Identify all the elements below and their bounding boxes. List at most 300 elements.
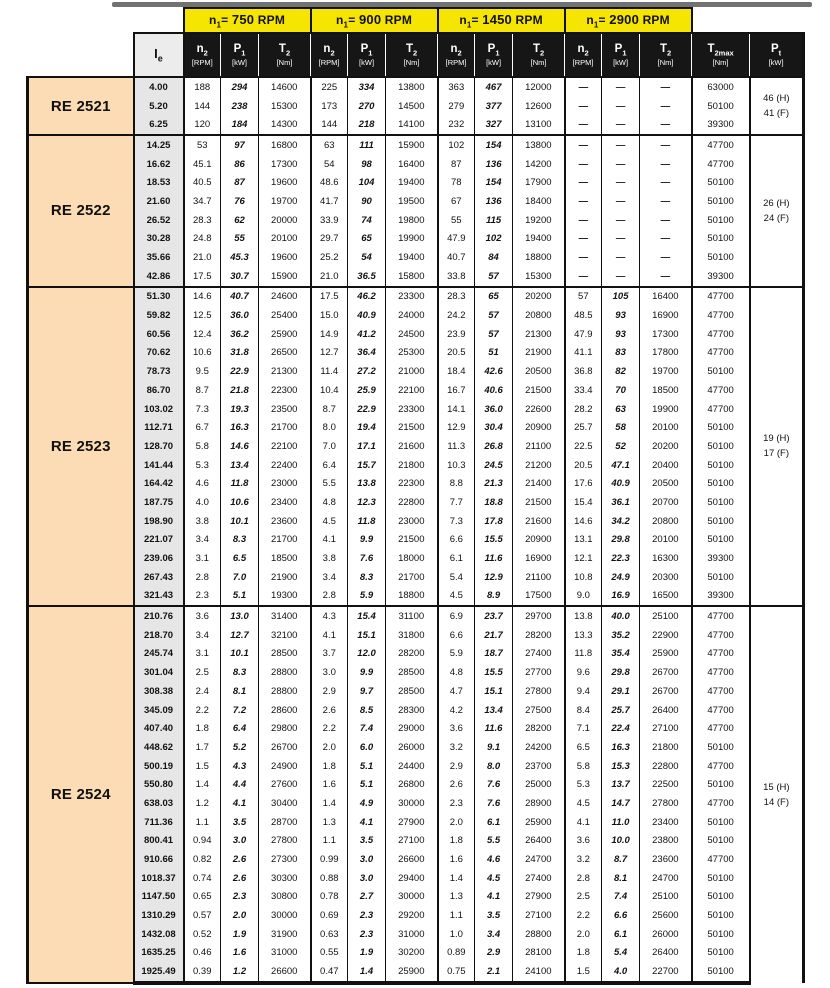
value-cell-p1: 4.3: [221, 757, 259, 776]
ratio-cell: 1018.37: [134, 869, 184, 888]
value-cell-n2: 0.47: [311, 962, 348, 983]
ratio-cell: 51.30: [134, 287, 184, 307]
value-cell-t2: 21100: [513, 568, 565, 587]
t2max-cell: 47700: [692, 757, 750, 776]
value-cell-n2: 1.3: [438, 888, 475, 907]
value-cell-n2: —: [565, 248, 602, 267]
value-cell-p1: 93: [602, 325, 640, 344]
value-cell-p1: 23.7: [475, 606, 513, 626]
col-header-n2: $n_2$ [RPM]: [565, 33, 602, 77]
t2max-cell: 47700: [692, 850, 750, 869]
pt-cell: [750, 606, 804, 983]
value-cell-n2: 0.89: [438, 944, 475, 963]
value-cell-p1: 5.9: [348, 587, 386, 607]
value-cell-n2: 5.8: [565, 757, 602, 776]
value-cell-t2: 28500: [386, 663, 438, 682]
value-cell-p1: 4.1: [221, 794, 259, 813]
value-cell-n2: 7.1: [565, 719, 602, 738]
value-cell-t2: 20500: [640, 474, 692, 493]
value-cell-p1: 25.9: [348, 381, 386, 400]
value-cell-t2: 16800: [259, 135, 311, 155]
value-cell-p1: 10.1: [221, 645, 259, 664]
value-cell-t2: 26000: [386, 738, 438, 757]
ratio-cell: 550.80: [134, 775, 184, 794]
value-cell-p1: 105: [602, 287, 640, 307]
value-cell-p1: 22.3: [602, 549, 640, 568]
value-cell-p1: 4.4: [221, 775, 259, 794]
value-cell-n2: 0.88: [311, 869, 348, 888]
ratio-cell: 221.07: [134, 531, 184, 550]
value-cell-t2: 27800: [513, 682, 565, 701]
value-cell-t2: 24400: [386, 757, 438, 776]
value-cell-n2: 3.8: [184, 512, 221, 531]
value-cell-n2: —: [565, 115, 602, 135]
value-cell-n2: 10.4: [311, 381, 348, 400]
value-cell-t2: 23000: [259, 474, 311, 493]
t2max-cell: 39300: [692, 549, 750, 568]
value-cell-t2: 21700: [386, 568, 438, 587]
value-cell-t2: 29200: [386, 906, 438, 925]
value-cell-p1: 36.5: [348, 267, 386, 287]
table-row: [28, 418, 804, 437]
value-cell-t2: 25400: [259, 306, 311, 325]
value-cell-p1: —: [602, 173, 640, 192]
value-cell-n2: 17.5: [311, 287, 348, 307]
value-cell-n2: 225: [311, 77, 348, 97]
value-cell-t2: 30300: [259, 869, 311, 888]
value-cell-n2: 48.6: [311, 173, 348, 192]
value-cell-n2: 25.7: [565, 418, 602, 437]
value-cell-t2: —: [640, 192, 692, 211]
value-cell-t2: 20300: [640, 568, 692, 587]
ratio-cell: 321.43: [134, 587, 184, 607]
t2max-cell: 47700: [692, 155, 750, 174]
value-cell-t2: 28800: [513, 925, 565, 944]
value-cell-n2: 4.0: [184, 493, 221, 512]
value-cell-n2: 279: [438, 97, 475, 116]
value-cell-n2: 10.6: [184, 344, 221, 363]
value-cell-p1: 15.4: [348, 606, 386, 626]
value-cell-p1: —: [602, 97, 640, 116]
t2max-cell: 50100: [692, 173, 750, 192]
value-cell-p1: 2.7: [348, 888, 386, 907]
value-cell-t2: 22700: [640, 962, 692, 983]
value-cell-n2: 15.0: [311, 306, 348, 325]
value-cell-p1: 11.0: [602, 813, 640, 832]
table-row: [28, 869, 804, 888]
value-cell-t2: —: [640, 267, 692, 287]
value-cell-n2: 22.5: [565, 437, 602, 456]
t2max-cell: 50100: [692, 418, 750, 437]
value-cell-p1: 7.4: [348, 719, 386, 738]
t2max-cell: 50100: [692, 906, 750, 925]
t2max-cell: 47700: [692, 344, 750, 363]
t2max-cell: 39300: [692, 267, 750, 287]
value-cell-t2: 19300: [259, 587, 311, 607]
t2max-cell: 47700: [692, 626, 750, 645]
value-cell-n2: 34.7: [184, 192, 221, 211]
value-cell-t2: 26400: [513, 832, 565, 851]
ratio-cell: 198.90: [134, 512, 184, 531]
col-header-t2: $T_2$ [Nm]: [386, 33, 438, 77]
value-cell-p1: 7.4: [602, 888, 640, 907]
value-cell-p1: 40.0: [602, 606, 640, 626]
value-cell-p1: 154: [475, 135, 513, 155]
value-cell-n2: 20.5: [565, 456, 602, 475]
table-row: [28, 230, 804, 249]
value-cell-t2: —: [640, 248, 692, 267]
value-cell-n2: 120: [184, 115, 221, 135]
value-cell-t2: 18400: [513, 192, 565, 211]
table-row: [28, 645, 804, 664]
t2max-cell: 50100: [692, 512, 750, 531]
value-cell-p1: 83: [602, 344, 640, 363]
value-cell-p1: 35.2: [602, 626, 640, 645]
value-cell-t2: 22300: [259, 381, 311, 400]
value-cell-p1: 4.1: [475, 888, 513, 907]
table-row: [28, 248, 804, 267]
ratio-cell: 86.70: [134, 381, 184, 400]
value-cell-n2: 2.0: [565, 925, 602, 944]
value-cell-t2: —: [640, 135, 692, 155]
table-row: [28, 493, 804, 512]
ratio-cell: 638.03: [134, 794, 184, 813]
value-cell-p1: 30.7: [221, 267, 259, 287]
value-cell-p1: 30.4: [475, 418, 513, 437]
value-cell-p1: 115: [475, 211, 513, 230]
value-cell-t2: 24500: [386, 325, 438, 344]
value-cell-t2: 17500: [513, 587, 565, 607]
value-cell-t2: 28800: [259, 682, 311, 701]
value-cell-p1: 14.7: [602, 794, 640, 813]
value-cell-n2: 2.9: [311, 682, 348, 701]
value-cell-t2: 28800: [259, 663, 311, 682]
ratio-cell: 267.43: [134, 568, 184, 587]
value-cell-t2: 20800: [513, 306, 565, 325]
value-cell-n2: 15.4: [565, 493, 602, 512]
value-cell-p1: 19.3: [221, 400, 259, 419]
value-cell-t2: 27900: [513, 888, 565, 907]
value-cell-p1: 29.8: [602, 663, 640, 682]
value-cell-n2: 14.9: [311, 325, 348, 344]
value-cell-t2: —: [640, 173, 692, 192]
value-cell-p1: 24.5: [475, 456, 513, 475]
col-header-n2: $n_2$ [RPM]: [311, 33, 348, 77]
ratio-cell: 16.62: [134, 155, 184, 174]
value-cell-p1: 8.3: [221, 663, 259, 682]
col-header-t2: $T_2$ [Nm]: [640, 33, 692, 77]
value-cell-p1: 62: [221, 211, 259, 230]
value-cell-t2: 19700: [640, 362, 692, 381]
value-cell-p1: 22.9: [221, 362, 259, 381]
value-cell-n2: —: [565, 77, 602, 97]
value-cell-p1: 55: [221, 230, 259, 249]
value-cell-n2: 102: [438, 135, 475, 155]
value-cell-t2: 25900: [513, 813, 565, 832]
value-cell-t2: 29800: [259, 719, 311, 738]
value-cell-p1: —: [602, 211, 640, 230]
value-cell-p1: 29.8: [602, 531, 640, 550]
value-cell-p1: 51: [475, 344, 513, 363]
value-cell-t2: 31900: [259, 925, 311, 944]
value-cell-p1: 10.0: [602, 832, 640, 851]
value-cell-p1: 3.5: [348, 832, 386, 851]
value-cell-p1: 11.8: [348, 512, 386, 531]
value-cell-p1: 334: [348, 77, 386, 97]
value-cell-t2: 20200: [640, 437, 692, 456]
value-cell-n2: 0.52: [184, 925, 221, 944]
value-cell-p1: 97: [221, 135, 259, 155]
speed-header-row: [28, 8, 804, 33]
value-cell-p1: 46.2: [348, 287, 386, 307]
value-cell-p1: 15.1: [475, 682, 513, 701]
table-row: [28, 192, 804, 211]
value-cell-n2: 24.8: [184, 230, 221, 249]
value-cell-p1: 65: [475, 287, 513, 307]
value-cell-n2: 6.9: [438, 606, 475, 626]
col-header-p1: $P_1$ [kW]: [602, 33, 640, 77]
table-row: [28, 211, 804, 230]
pt-value-line: 15 (H): [763, 781, 790, 793]
value-cell-n2: 6.1: [438, 549, 475, 568]
value-cell-t2: 17800: [640, 344, 692, 363]
value-cell-p1: 8.5: [348, 701, 386, 720]
value-cell-p1: 12.9: [475, 568, 513, 587]
value-cell-t2: 24700: [640, 869, 692, 888]
value-cell-t2: 23400: [259, 493, 311, 512]
t2max-cell: 50100: [692, 962, 750, 983]
value-cell-t2: 24600: [259, 287, 311, 307]
value-cell-n2: 4.6: [184, 474, 221, 493]
value-cell-n2: 57: [565, 287, 602, 307]
value-cell-n2: 12.4: [184, 325, 221, 344]
value-cell-p1: 5.5: [475, 832, 513, 851]
value-cell-p1: 26.8: [475, 437, 513, 456]
value-cell-p1: 4.9: [348, 794, 386, 813]
value-cell-p1: 3.5: [475, 906, 513, 925]
ratio-cell: 30.28: [134, 230, 184, 249]
value-cell-p1: 15.1: [348, 626, 386, 645]
value-cell-t2: 18000: [386, 549, 438, 568]
value-cell-n2: 2.5: [184, 663, 221, 682]
value-cell-t2: 14300: [259, 115, 311, 135]
value-cell-t2: 26400: [640, 701, 692, 720]
value-cell-n2: 7.7: [438, 493, 475, 512]
value-cell-t2: 21900: [513, 344, 565, 363]
value-cell-p1: 40.7: [221, 287, 259, 307]
value-cell-p1: 8.1: [602, 869, 640, 888]
value-cell-t2: 24100: [513, 962, 565, 983]
value-cell-p1: 6.4: [221, 719, 259, 738]
t2max-cell: 50100: [692, 97, 750, 116]
value-cell-t2: 32100: [259, 626, 311, 645]
value-cell-n2: 6.7: [184, 418, 221, 437]
gear-ratings-table: [26, 7, 805, 985]
value-cell-n2: 363: [438, 77, 475, 97]
value-cell-n2: 47.9: [438, 230, 475, 249]
value-cell-n2: 4.8: [311, 493, 348, 512]
value-cell-n2: 3.6: [438, 719, 475, 738]
value-cell-p1: 40.6: [475, 381, 513, 400]
value-cell-n2: 0.74: [184, 869, 221, 888]
value-cell-t2: 21500: [513, 493, 565, 512]
ratio-cell: 1635.25: [134, 944, 184, 963]
ratio-cell: 14.25: [134, 135, 184, 155]
value-cell-n2: 5.8: [184, 437, 221, 456]
value-cell-p1: 31.8: [221, 344, 259, 363]
value-cell-p1: 36.0: [221, 306, 259, 325]
value-cell-n2: 3.8: [311, 549, 348, 568]
value-cell-t2: 21300: [513, 325, 565, 344]
value-cell-t2: —: [640, 230, 692, 249]
ratio-cell: 4.00: [134, 77, 184, 97]
ratio-cell: 103.02: [134, 400, 184, 419]
value-cell-t2: 21500: [386, 531, 438, 550]
value-cell-t2: 23400: [640, 813, 692, 832]
t2max-cell: 47700: [692, 682, 750, 701]
ratio-cell: 448.62: [134, 738, 184, 757]
value-cell-p1: 6.1: [475, 813, 513, 832]
value-cell-n2: 14.1: [438, 400, 475, 419]
value-cell-n2: —: [565, 155, 602, 174]
value-cell-n2: 0.65: [184, 888, 221, 907]
value-cell-t2: 25300: [386, 344, 438, 363]
value-cell-t2: 26600: [259, 962, 311, 983]
value-cell-t2: —: [640, 77, 692, 97]
value-cell-t2: 19400: [513, 230, 565, 249]
ratio-column-header: $I_e$: [134, 33, 184, 77]
value-cell-p1: 1.9: [221, 925, 259, 944]
t2max-cell: 47700: [692, 663, 750, 682]
value-cell-t2: 15300: [259, 97, 311, 116]
value-cell-t2: 21200: [513, 456, 565, 475]
value-cell-p1: 8.3: [221, 531, 259, 550]
value-cell-p1: 1.4: [348, 962, 386, 983]
ratio-cell: 1310.29: [134, 906, 184, 925]
value-cell-t2: 22600: [513, 400, 565, 419]
pt-value-line: 17 (F): [763, 448, 790, 460]
t2max-cell: 50100: [692, 248, 750, 267]
value-cell-n2: 6.6: [438, 626, 475, 645]
value-cell-p1: 98: [348, 155, 386, 174]
value-cell-n2: 4.8: [438, 663, 475, 682]
value-cell-n2: 2.6: [438, 775, 475, 794]
value-cell-n2: 1.4: [311, 794, 348, 813]
table-row: [28, 719, 804, 738]
pt-cell: [750, 287, 804, 607]
ratio-cell: 218.70: [134, 626, 184, 645]
value-cell-p1: 154: [475, 173, 513, 192]
value-cell-n2: 4.7: [438, 682, 475, 701]
value-cell-p1: 8.9: [475, 587, 513, 607]
value-cell-t2: 28500: [386, 682, 438, 701]
value-cell-p1: 5.1: [221, 587, 259, 607]
speed-header-750: $n_1= 750$ RPM: [184, 8, 311, 33]
value-cell-p1: 35.4: [602, 645, 640, 664]
value-cell-t2: 20100: [640, 418, 692, 437]
value-cell-p1: 65: [348, 230, 386, 249]
t2max-cell: 50100: [692, 925, 750, 944]
value-cell-t2: 21600: [513, 512, 565, 531]
value-cell-t2: 31100: [386, 606, 438, 626]
value-cell-t2: 18500: [640, 381, 692, 400]
value-cell-t2: 26000: [640, 925, 692, 944]
value-cell-n2: 14.6: [565, 512, 602, 531]
value-cell-t2: 19200: [513, 211, 565, 230]
table-row: [28, 944, 804, 963]
value-cell-n2: 18.4: [438, 362, 475, 381]
value-cell-n2: 12.9: [438, 418, 475, 437]
value-cell-n2: 87: [438, 155, 475, 174]
value-cell-p1: 4.5: [475, 869, 513, 888]
value-cell-p1: 3.4: [475, 925, 513, 944]
t2max-cell: 50100: [692, 775, 750, 794]
value-cell-t2: 27900: [386, 813, 438, 832]
value-cell-p1: 15.7: [348, 456, 386, 475]
value-cell-p1: 3.5: [221, 813, 259, 832]
value-cell-t2: 21500: [386, 418, 438, 437]
ratio-cell: 26.52: [134, 211, 184, 230]
value-cell-t2: 19400: [386, 248, 438, 267]
value-cell-p1: 2.3: [348, 906, 386, 925]
value-cell-n2: 1.7: [184, 738, 221, 757]
value-cell-p1: 1.2: [221, 962, 259, 983]
value-cell-p1: 2.6: [221, 850, 259, 869]
table-row: [28, 267, 804, 287]
col-header-p1: $P_1$ [kW]: [221, 33, 259, 77]
model-header-spacer: [28, 33, 134, 77]
value-cell-p1: 22.4: [602, 719, 640, 738]
value-cell-t2: —: [640, 211, 692, 230]
value-cell-n2: 63: [311, 135, 348, 155]
t2max-cell: 47700: [692, 306, 750, 325]
t2max-cell: 50100: [692, 192, 750, 211]
value-cell-n2: 1.5: [565, 962, 602, 983]
t2max-cell: 50100: [692, 211, 750, 230]
value-cell-n2: 7.3: [184, 400, 221, 419]
value-cell-n2: 173: [311, 97, 348, 116]
value-cell-n2: 33.8: [438, 267, 475, 287]
t2max-cell: 50100: [692, 493, 750, 512]
value-cell-t2: 31000: [259, 944, 311, 963]
table-row: [28, 344, 804, 363]
value-cell-n2: 0.75: [438, 962, 475, 983]
pt-value-line: 41 (F): [763, 108, 790, 120]
value-cell-p1: 16.3: [602, 738, 640, 757]
value-cell-t2: 19600: [259, 248, 311, 267]
value-cell-p1: 5.4: [602, 944, 640, 963]
ratio-cell: 345.09: [134, 701, 184, 720]
value-cell-p1: 52: [602, 437, 640, 456]
value-cell-n2: 28.3: [184, 211, 221, 230]
value-cell-n2: 0.78: [311, 888, 348, 907]
value-cell-t2: 20500: [513, 362, 565, 381]
value-cell-p1: 467: [475, 77, 513, 97]
value-cell-t2: 16900: [513, 549, 565, 568]
value-cell-p1: 57: [475, 325, 513, 344]
value-cell-p1: 4.1: [348, 813, 386, 832]
t2max-cell: 50100: [692, 738, 750, 757]
t2max-cell: 47700: [692, 719, 750, 738]
value-cell-p1: 12.0: [348, 645, 386, 664]
value-cell-p1: 19.4: [348, 418, 386, 437]
col-header-p1: $P_1$ [kW]: [348, 33, 386, 77]
value-cell-n2: 3.0: [311, 663, 348, 682]
value-cell-t2: 12000: [513, 77, 565, 97]
t2max-cell: 39300: [692, 115, 750, 135]
value-cell-p1: 41.2: [348, 325, 386, 344]
value-cell-p1: —: [602, 115, 640, 135]
